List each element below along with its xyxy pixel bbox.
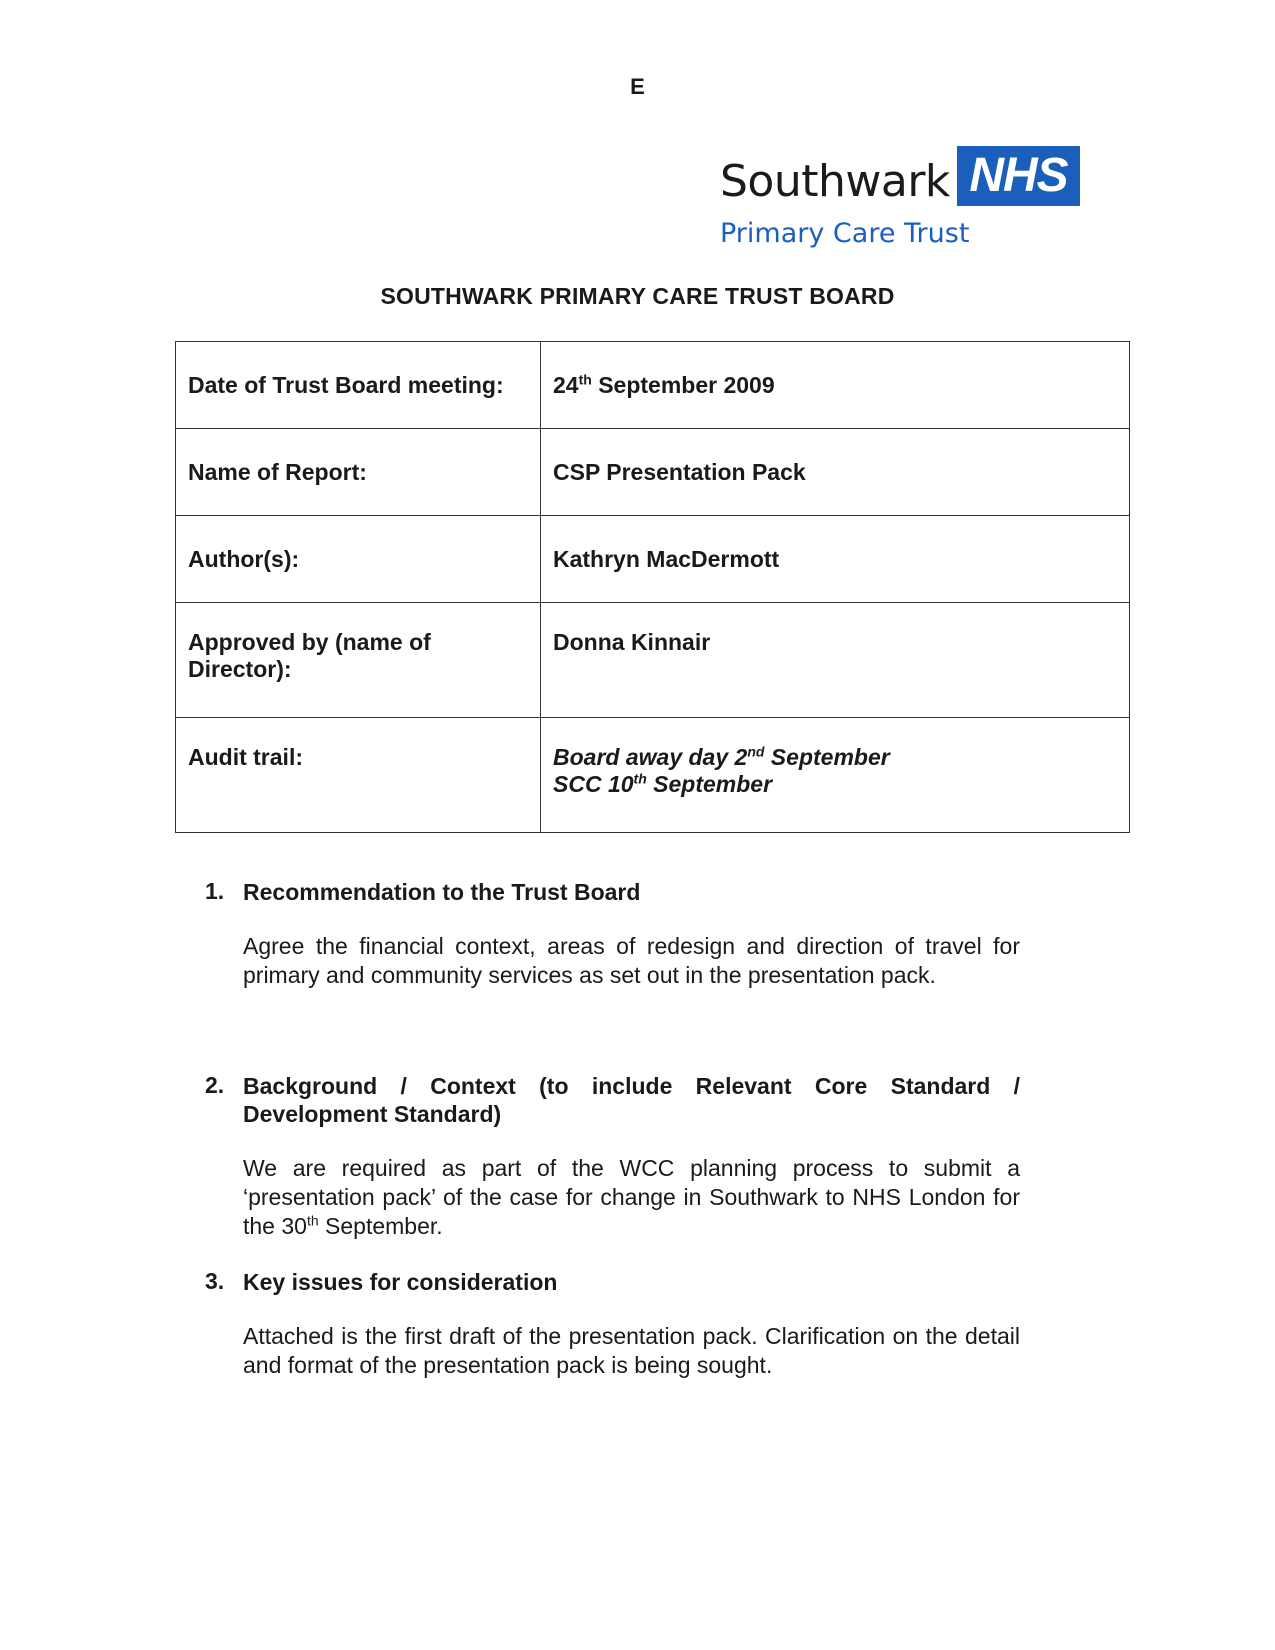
section-body-text: We are required as part of the WCC planning process to submit a ‘presentation pack’ of the case for change in Southwark to NHS London for the 30: [243, 1155, 1020, 1239]
section-number: 1.: [205, 878, 225, 904]
audit-line1-month: September: [764, 744, 890, 770]
audit-line1-text: Board away day 2: [553, 744, 748, 770]
section-body: Attached is the first draft of the presentation pack. Clarification on the detail and format of the presentation pack is being sought.: [243, 1323, 1020, 1378]
section-body: Agree the financial context, areas of redesign and direction of travel for primary and community services as set out in the presentation pack.: [243, 933, 1020, 988]
meeting-date-day: 24: [553, 371, 579, 398]
table-row-authors: [176, 516, 1130, 603]
southwark-nhs-logo: [720, 146, 1080, 256]
section-number: 3.: [205, 1268, 225, 1294]
audit-trail-value: [541, 718, 1130, 833]
section-heading: Background / Context (to include Relevant Core Standard / Development Standard): [243, 1073, 1020, 1127]
report-name-label: Name of Report:: [176, 429, 541, 516]
report-name-value: CSP Presentation Pack: [541, 429, 1130, 516]
agenda-letter: E: [630, 74, 645, 99]
approved-by-value: Donna Kinnair: [541, 603, 1130, 718]
cover-sheet-table: [175, 341, 1130, 833]
audit-trail-label: Audit trail:: [176, 718, 541, 833]
audit-trail-line-2: [553, 771, 1117, 798]
section-heading: Key issues for consideration: [243, 1269, 558, 1295]
section-recommendation: [205, 878, 1020, 990]
meeting-date-rest: September 2009: [591, 371, 775, 398]
section-heading: Recommendation to the Trust Board: [243, 879, 641, 905]
authors-value: Kathryn MacDermott: [541, 516, 1130, 603]
section-body-suffix: th: [306, 1212, 319, 1229]
table-row-approved-by: [176, 603, 1130, 718]
board-title: SOUTHWARK PRIMARY CARE TRUST BOARD: [380, 283, 895, 309]
meeting-date-suffix: th: [578, 370, 592, 387]
audit-trail-line-1: [553, 744, 1117, 771]
section-body: [243, 1154, 1020, 1241]
authors-label: Author(s):: [176, 516, 541, 603]
section-body-end: September.: [318, 1213, 443, 1239]
logo-subtitle: Primary Care Trust: [720, 218, 970, 249]
logo-org-name: Southwark: [720, 156, 950, 207]
table-row-report-name: [176, 429, 1130, 516]
meeting-date-value: [541, 342, 1130, 429]
audit-line2-suffix: th: [633, 770, 647, 787]
audit-line2-text: SCC 10: [553, 771, 634, 797]
section-number: 2.: [205, 1072, 225, 1098]
section-key-issues: [205, 1268, 1020, 1380]
audit-line2-month: September: [646, 771, 773, 797]
section-background: [205, 1072, 1020, 1241]
table-row-meeting-date: [176, 342, 1130, 429]
audit-line1-suffix: nd: [747, 743, 765, 760]
meeting-date-label: Date of Trust Board meeting:: [176, 342, 541, 429]
nhs-badge: NHS: [957, 146, 1080, 206]
table-row-audit-trail: [176, 718, 1130, 833]
approved-by-label: Approved by (name of Director):: [176, 603, 541, 718]
